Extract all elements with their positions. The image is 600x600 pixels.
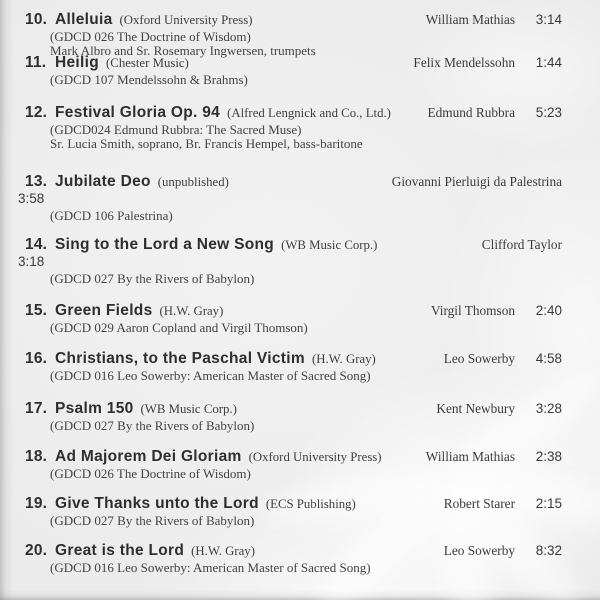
track-title: Ad Majorem Dei Gloriam — [55, 448, 242, 465]
track-composer: Leo Sowerby — [443, 543, 515, 558]
track-composer: Clifford Taylor — [481, 237, 562, 252]
track-album: (GDCD 027 By the Rivers of Babylon) — [50, 271, 255, 286]
track-title-line — [25, 11, 562, 29]
track-title: Christians, to the Paschal Victim — [55, 350, 305, 367]
track-row — [18, 173, 562, 223]
track-publisher: (unpublished) — [157, 175, 229, 189]
track-composer: William Mathias — [425, 12, 515, 27]
track-number: 19. — [25, 495, 48, 512]
track-title: Sing to the Lord a New Song — [55, 236, 275, 253]
track-publisher: (Oxford University Press) — [119, 13, 253, 27]
track-title: Festival Gloria Op. 94 — [55, 104, 221, 121]
track-duration: 3:18 — [18, 254, 45, 269]
track-title-line — [25, 173, 562, 191]
track-publisher: (Chester Music) — [106, 56, 189, 70]
track-title: Great is the Lord — [55, 542, 185, 559]
track-row — [25, 54, 562, 87]
track-duration: 8:32 — [535, 543, 562, 558]
track-composer: Robert Starer — [443, 496, 515, 511]
track-row — [25, 448, 562, 481]
track-publisher: (ECS Publishing) — [265, 497, 356, 511]
track-title-line — [25, 236, 562, 254]
track-number: 20. — [25, 542, 48, 559]
track-publisher: (WB Music Corp.) — [281, 238, 378, 252]
track-duration: 3:58 — [18, 191, 45, 206]
track-composer: Edmund Rubbra — [427, 105, 515, 120]
track-number: 12. — [25, 104, 48, 121]
track-duration: 2:38 — [535, 449, 562, 464]
track-album: (GDCD024 Edmund Rubbra: The Sacred Muse) — [50, 122, 302, 137]
track-album: (GDCD 016 Leo Sowerby: American Master of Sacred Song) — [50, 368, 371, 383]
track-title-line — [25, 495, 562, 513]
track-duration: 4:58 — [535, 351, 562, 366]
track-number: 16. — [25, 350, 48, 367]
track-album: (GDCD 026 The Doctrine of Wisdom) — [50, 29, 251, 44]
track-title: Psalm 150 — [55, 400, 134, 417]
track-publisher: (Oxford University Press) — [248, 450, 382, 464]
track-duration: 5:23 — [535, 105, 562, 120]
track-composer: Leo Sowerby — [443, 351, 515, 366]
track-composer: William Mathias — [425, 449, 515, 464]
track-duration: 1:44 — [535, 55, 562, 70]
track-duration: 3:28 — [535, 401, 562, 416]
track-row — [25, 542, 562, 575]
track-title-line — [25, 542, 562, 560]
track-composer: Kent Newbury — [436, 401, 515, 416]
track-publisher: (WB Music Corp.) — [140, 402, 237, 416]
track-duration: 2:15 — [535, 496, 562, 511]
track-title: Heilig — [55, 54, 100, 71]
track-title: Alleluia — [55, 11, 113, 28]
track-number: 15. — [25, 302, 48, 319]
track-title: Green Fields — [55, 302, 153, 319]
track-row — [25, 350, 562, 383]
track-title-line — [25, 104, 562, 122]
track-title-line — [25, 54, 562, 72]
track-album: (GDCD 026 The Doctrine of Wisdom) — [50, 466, 251, 481]
track-publisher: (Alfred Lengnick and Co., Ltd.) — [227, 106, 391, 120]
track-number: 11. — [25, 54, 47, 71]
track-publisher: (H.W. Gray) — [191, 544, 255, 558]
track-album: (GDCD 107 Mendelssohn & Brahms) — [50, 72, 248, 87]
track-row — [25, 104, 562, 151]
track-album: (GDCD 016 Leo Sowerby: American Master of Sacred Song) — [50, 560, 371, 575]
track-album: (GDCD 029 Aaron Copland and Virgil Thomson) — [50, 320, 308, 335]
track-publisher: (H.W. Gray) — [159, 304, 224, 318]
track-number: 18. — [25, 448, 48, 465]
track-composer: Giovanni Pierluigi da Palestrina — [391, 174, 562, 189]
track-row — [25, 495, 562, 528]
track-number: 13. — [25, 173, 48, 190]
track-album: (GDCD 106 Palestrina) — [50, 208, 173, 223]
track-composer: Virgil Thomson — [430, 303, 515, 318]
track-album: (GDCD 027 By the Rivers of Babylon) — [50, 418, 255, 433]
track-title-line — [25, 350, 562, 368]
track-title-line — [25, 400, 562, 418]
track-number: 14. — [25, 236, 48, 253]
track-duration: 2:40 — [535, 303, 562, 318]
track-publisher: (H.W. Gray) — [311, 352, 376, 366]
track-row — [25, 302, 562, 335]
track-row — [25, 11, 562, 58]
track-performers: Sr. Lucia Smith, soprano, Br. Francis Hempel, bass-baritone — [50, 136, 363, 151]
track-duration: 3:14 — [535, 12, 562, 27]
track-album: (GDCD 027 By the Rivers of Babylon) — [50, 513, 255, 528]
track-number: 17. — [25, 400, 48, 417]
track-composer: Felix Mendelssohn — [413, 55, 515, 70]
track-title: Jubilate Deo — [55, 173, 151, 190]
track-number: 10. — [25, 11, 48, 28]
track-title: Give Thanks unto the Lord — [55, 495, 259, 512]
track-title-line — [25, 302, 562, 320]
track-title-line — [25, 448, 562, 466]
track-performers: Mark Albro and Sr. Rosemary Ingwersen, trumpets — [50, 43, 316, 58]
track-row — [18, 236, 562, 286]
track-row — [25, 400, 562, 433]
